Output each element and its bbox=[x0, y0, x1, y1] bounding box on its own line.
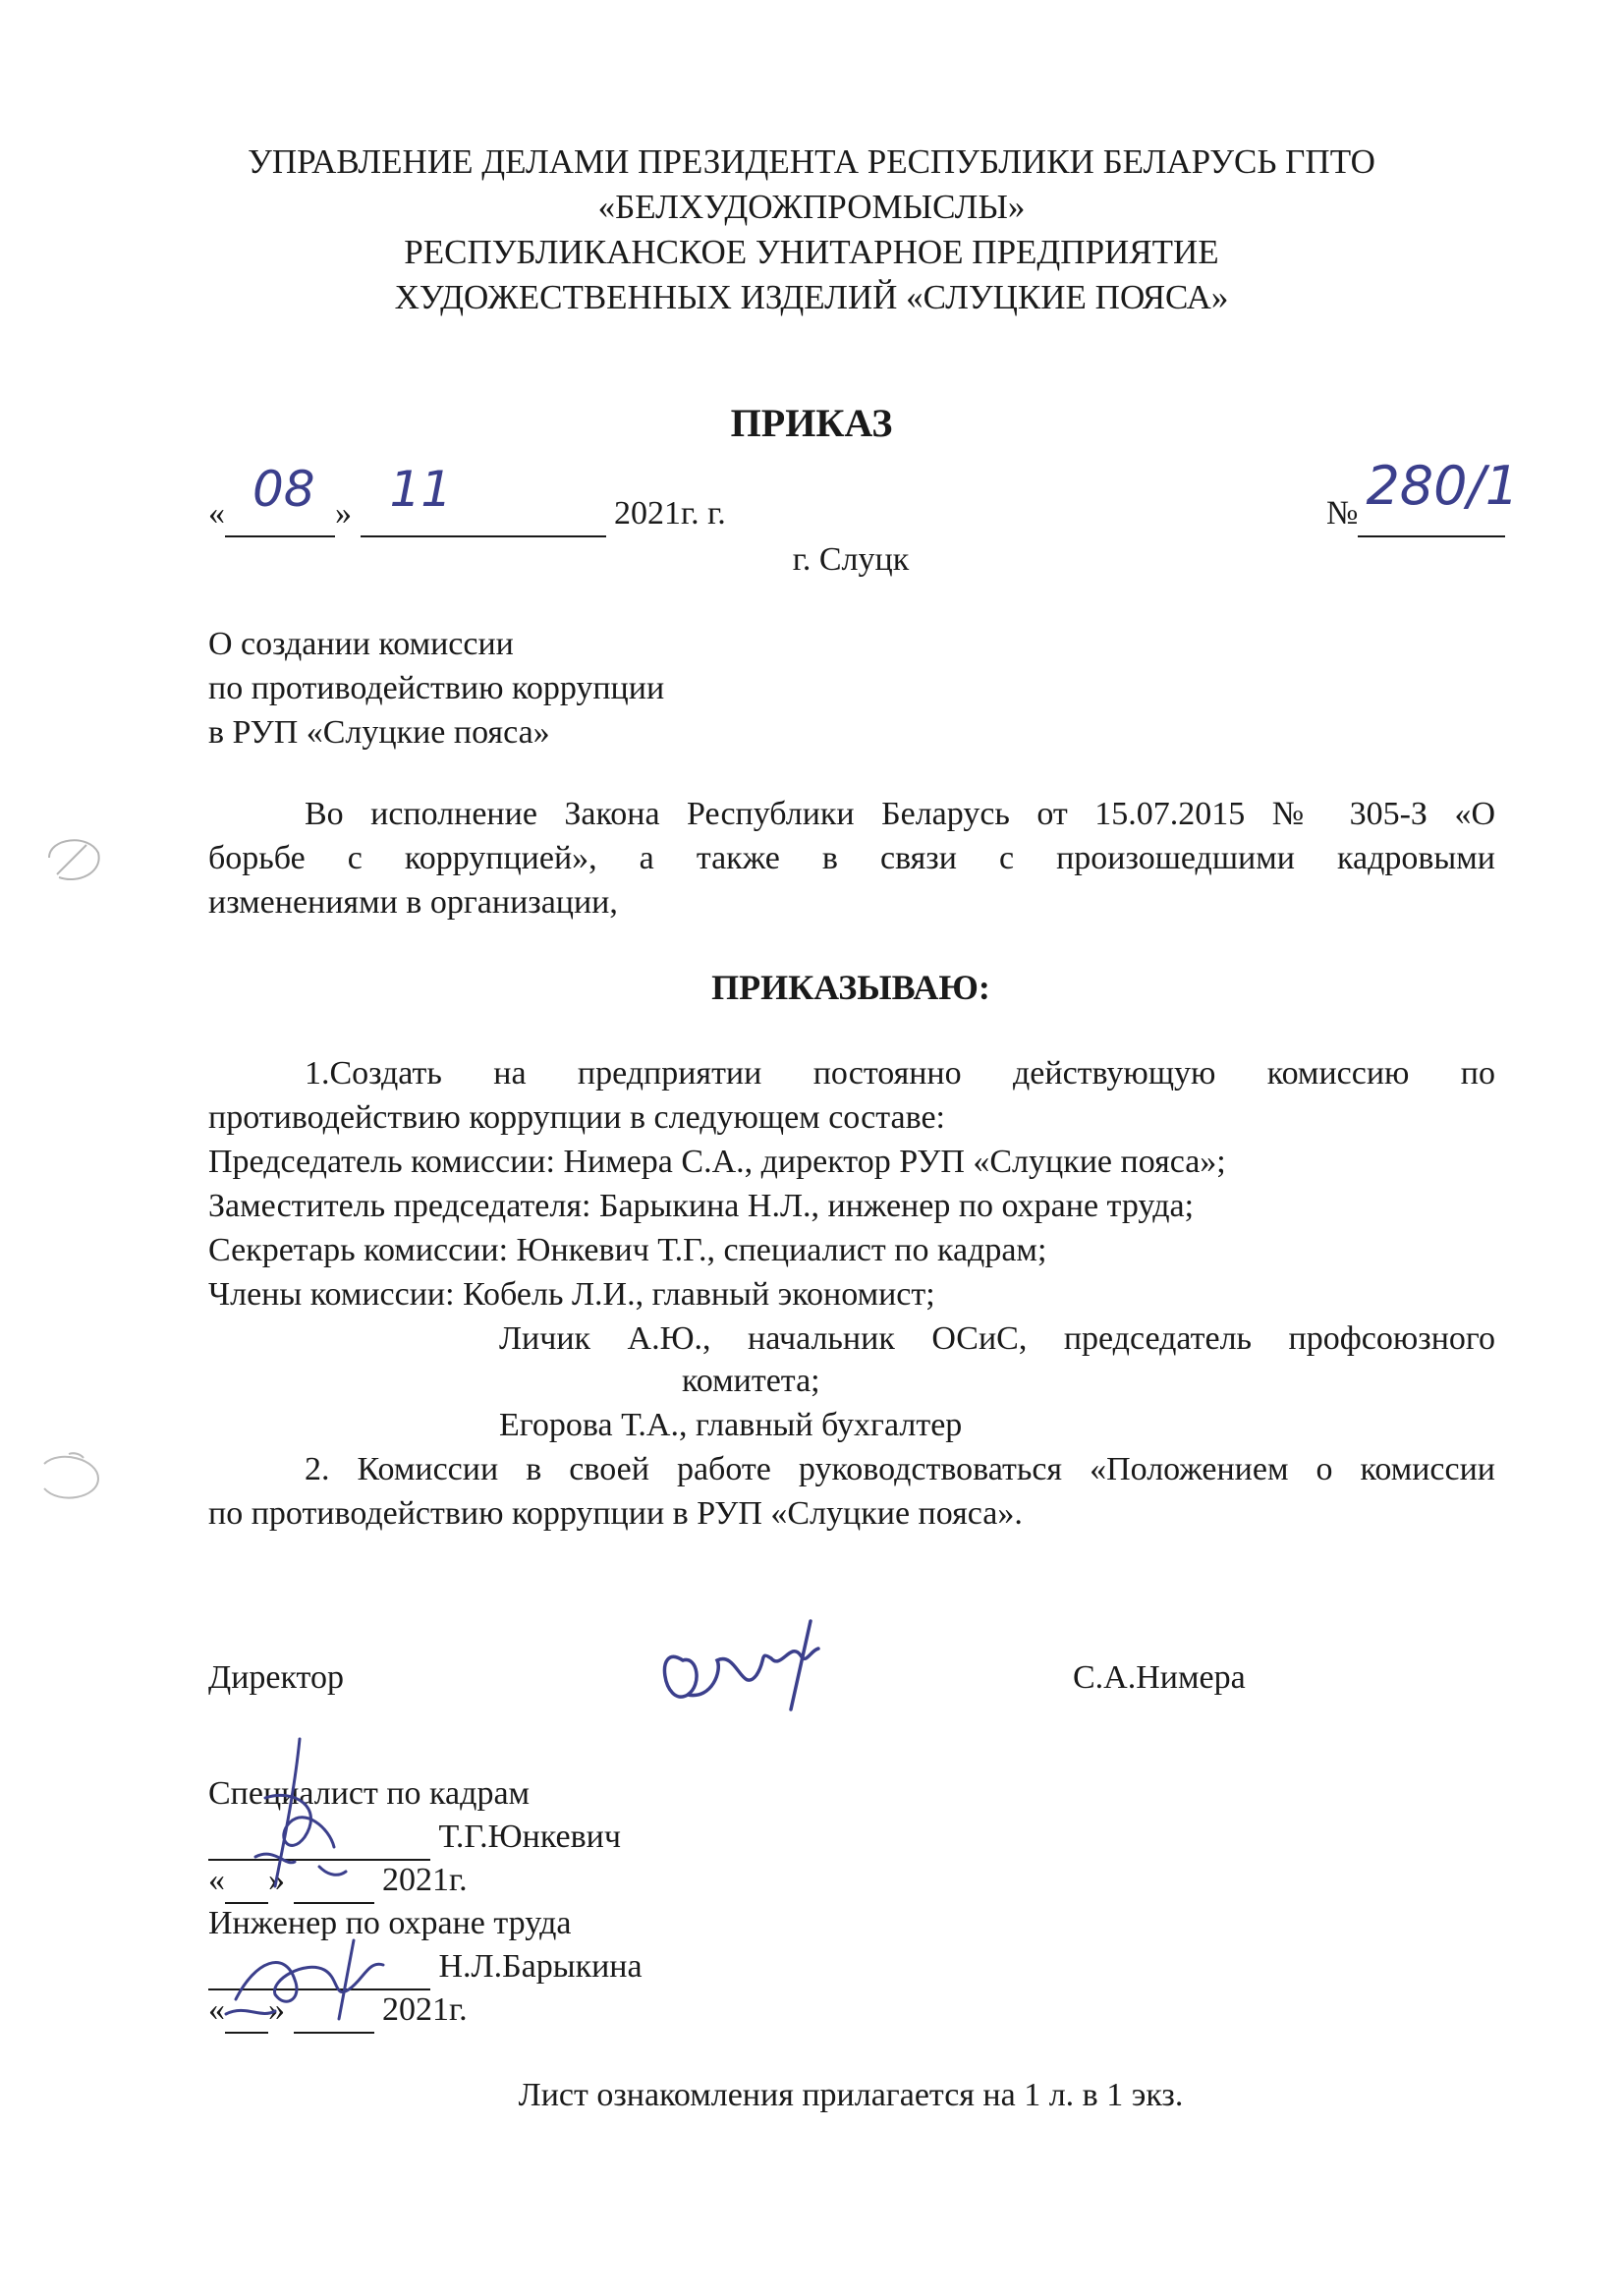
order-number-label: № bbox=[1326, 495, 1359, 532]
footer-attachment-note: Лист ознакомления прилагается на 1 л. в 1 экз. bbox=[518, 2077, 1184, 2113]
item-1-line-1: 1.Создать на предприятии постоянно действующую комиссию по bbox=[305, 1055, 1495, 1092]
order-keyword: ПРИКАЗЫВАЮ: bbox=[711, 968, 990, 1007]
commission-member-2-line-1: Личик А.Ю., начальник ОСиС, председатель профсоюзного bbox=[499, 1320, 1495, 1357]
preamble-line-2: борьбе с коррупцией», а также в связи с произошедшими кадровыми bbox=[208, 840, 1495, 876]
subject-line-3: в РУП «Слуцкие пояса» bbox=[208, 714, 550, 751]
date-line bbox=[208, 461, 726, 537]
date-year: 2021г. г. bbox=[614, 495, 726, 532]
item-2-line-1: 2. Комиссии в своей работе руководствоваться «Положением о комиссии bbox=[305, 1451, 1495, 1487]
approval-1-quote-close: » bbox=[268, 1862, 285, 1898]
preamble-line-1: Во исполнение Закона Республики Беларусь от 15.07.2015 № 305-З «О bbox=[305, 796, 1495, 832]
date-month-handwritten: 11 bbox=[389, 461, 453, 518]
date-quote-open: « bbox=[208, 495, 225, 532]
punch-hole-mark-top bbox=[39, 823, 108, 892]
date-day-handwritten: 08 bbox=[252, 461, 315, 518]
director-signature bbox=[644, 1601, 840, 1729]
approval-2-name: Н.Л.Барыкина bbox=[438, 1948, 643, 1985]
approval-2-quote-open: « bbox=[208, 1991, 225, 2028]
order-number bbox=[1326, 455, 1520, 537]
approval-2-year: 2021г. bbox=[382, 1991, 468, 2028]
approval-1-position: Специалист по кадрам bbox=[208, 1775, 531, 1812]
org-header-line-2: «БЕЛХУДОЖПРОМЫСЛЫ» bbox=[597, 188, 1026, 226]
org-header-line-4: ХУДОЖЕСТВЕННЫХ ИЗДЕЛИЙ «СЛУЦКИЕ ПОЯСА» bbox=[394, 278, 1229, 316]
commission-secretary: Секретарь комиссии: Юнкевич Т.Г., специалист по кадрам; bbox=[208, 1232, 1047, 1268]
preamble-line-3: изменениями в организации, bbox=[208, 884, 618, 921]
subject-line-2: по противодействию коррупции bbox=[208, 670, 665, 706]
city: г. Слуцк bbox=[792, 541, 910, 578]
item-1-line-2: противодействию коррупции в следующем составе: bbox=[208, 1099, 945, 1136]
commission-chairman: Председатель комиссии: Нимера С.А., директор РУП «Слуцкие пояса»; bbox=[208, 1144, 1226, 1180]
approval-2-quote-close: » bbox=[268, 1991, 285, 2028]
date-quote-close: » bbox=[335, 495, 352, 532]
order-number-handwritten: 280/1 bbox=[1366, 455, 1520, 517]
signatory-name: С.А.Нимера bbox=[1073, 1659, 1246, 1696]
approval-2-signature bbox=[216, 1921, 413, 2029]
commission-deputy: Заместитель председателя: Барыкина Н.Л., инженер по охране труда; bbox=[208, 1188, 1195, 1224]
subject-line-1: О создании комиссии bbox=[208, 626, 514, 662]
approval-1-signature bbox=[236, 1729, 373, 1901]
item-2-line-2: по противодействию коррупции в РУП «Слуцкие пояса». bbox=[208, 1495, 1023, 1532]
commission-members: Члены комиссии: Кобель Л.И., главный экономист; bbox=[208, 1276, 935, 1313]
approval-1-year: 2021г. bbox=[382, 1862, 468, 1898]
approval-1-quote-open: « bbox=[208, 1862, 225, 1898]
date-day-field bbox=[225, 461, 335, 537]
order-number-field bbox=[1358, 455, 1520, 537]
signatory-position: Директор bbox=[208, 1659, 344, 1696]
document-title: ПРИКАЗ bbox=[730, 401, 893, 445]
commission-member-3: Егорова Т.А., главный бухгалтер bbox=[499, 1407, 963, 1443]
punch-hole-mark-bottom bbox=[29, 1444, 108, 1513]
approval-1-name: Т.Г.Юнкевич bbox=[438, 1819, 621, 1855]
approval-2-position: Инженер по охране труда bbox=[208, 1905, 572, 1941]
commission-member-2-line-2: комитета; bbox=[682, 1363, 820, 1399]
date-month-field bbox=[361, 461, 606, 537]
org-header-line-1: УПРАВЛЕНИЕ ДЕЛАМИ ПРЕЗИДЕНТА РЕСПУБЛИКИ БЕЛАРУСЬ ГПТО bbox=[248, 142, 1375, 181]
org-header-line-3: РЕСПУБЛИКАНСКОЕ УНИТАРНОЕ ПРЕДПРИЯТИЕ bbox=[404, 233, 1219, 271]
